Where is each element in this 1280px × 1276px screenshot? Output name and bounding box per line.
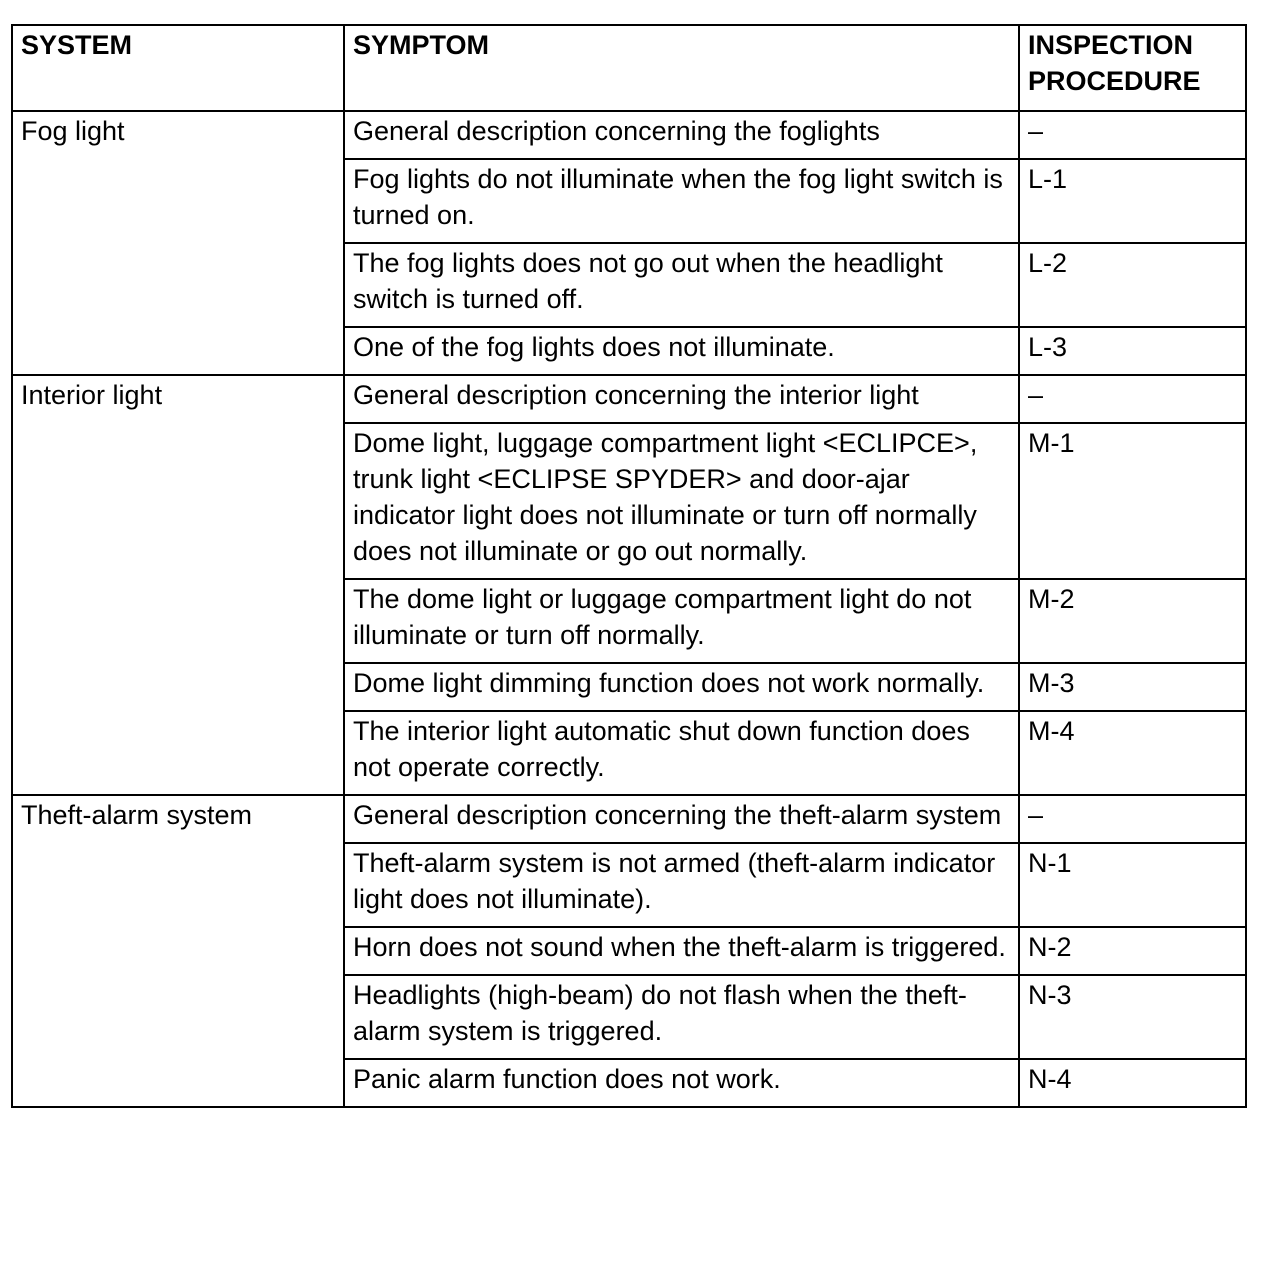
procedure-cell: L-2 [1019, 243, 1246, 327]
procedure-cell: – [1019, 375, 1246, 423]
symptom-cell: The dome light or luggage compartment light do not illuminate or turn off normally. [344, 579, 1019, 663]
symptom-cell: One of the fog lights does not illuminate. [344, 327, 1019, 375]
symptom-cell: Panic alarm function does not work. [344, 1059, 1019, 1107]
header-procedure-line1: INSPECTION [1028, 30, 1194, 60]
symptom-cell: Dome light dimming function does not work normally. [344, 663, 1019, 711]
table-row [12, 375, 1246, 423]
symptom-cell: Fog lights do not illuminate when the fog light switch is turned on. [344, 159, 1019, 243]
procedure-cell: N-2 [1019, 927, 1246, 975]
procedure-cell: M-1 [1019, 423, 1246, 579]
procedure-cell: M-3 [1019, 663, 1246, 711]
header-symptom: SYMPTOM [344, 25, 1019, 111]
procedure-cell: L-1 [1019, 159, 1246, 243]
symptom-cell: Theft-alarm system is not armed (theft-alarm indicator light does not illuminate). [344, 843, 1019, 927]
header-inspection-procedure [1019, 25, 1246, 111]
symptom-cell: General description concerning the interior light [344, 375, 1019, 423]
procedure-cell: N-4 [1019, 1059, 1246, 1107]
symptom-cell: Horn does not sound when the theft-alarm is triggered. [344, 927, 1019, 975]
symptom-cell: Headlights (high-beam) do not flash when the theft-alarm system is triggered. [344, 975, 1019, 1059]
procedure-cell: – [1019, 795, 1246, 843]
table-row [12, 795, 1246, 843]
procedure-cell: N-1 [1019, 843, 1246, 927]
table-row [12, 111, 1246, 159]
procedure-cell: M-4 [1019, 711, 1246, 795]
procedure-cell: – [1019, 111, 1246, 159]
header-system: SYSTEM [12, 25, 344, 111]
procedure-cell: M-2 [1019, 579, 1246, 663]
symptom-cell: Dome light, luggage compartment light <ECLIPCE>, trunk light <ECLIPSE SPYDER> and door-ajar indicator light does not illuminate or turn off normally does not illuminate or go out normally. [344, 423, 1019, 579]
system-cell-theft-alarm: Theft-alarm system [12, 795, 344, 1107]
symptom-cell: The fog lights does not go out when the headlight switch is turned off. [344, 243, 1019, 327]
system-cell-interior-light: Interior light [12, 375, 344, 795]
symptom-cell: General description concerning the foglights [344, 111, 1019, 159]
inspection-table [11, 24, 1247, 1108]
header-procedure-line2: PROCEDURE [1028, 66, 1201, 96]
system-cell-fog-light: Fog light [12, 111, 344, 375]
procedure-cell: L-3 [1019, 327, 1246, 375]
symptom-cell: General description concerning the theft-alarm system [344, 795, 1019, 843]
symptom-cell: The interior light automatic shut down function does not operate correctly. [344, 711, 1019, 795]
procedure-cell: N-3 [1019, 975, 1246, 1059]
header-row [12, 25, 1246, 111]
